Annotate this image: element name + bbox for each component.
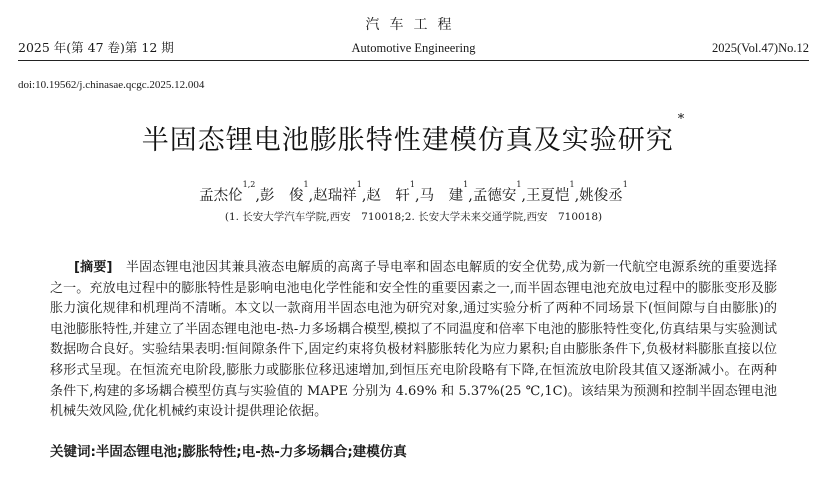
keywords (50, 440, 777, 460)
abstract-label: [摘要] (74, 260, 113, 275)
abstract (50, 258, 777, 423)
author: 赵 轩$^1$ (366, 180, 416, 204)
paper-title-text: 半固态锂电池膨胀特性建模仿真及实验研究 (141, 125, 674, 156)
author: 孟德安$^1$ (472, 180, 522, 204)
journal-name-en: Automotive Engineering (351, 41, 476, 55)
abstract-text: 半固态锂电池因其兼具液态电解质的高离子导电率和固态电解质的安全优势,成为新一代航空电源系统的重要选择之一。充放电过程中的膨胀特性是影响电池电化学性能和安全性的重要因素之一,而半固态锂电池充放电过程中的膨胀变形及膨胀力演化规律和机理尚不清晰。本文以一款商用半固态电池为研究对象,通过实验分析了两种不同场景下(恒间隙与自由膨胀)的电池膨胀特性,并建立了半固态锂电池电-热-力多场耦合模型,模拟了不同温度和倍率下电池的膨胀特性变化,仿真结果与实验测试数据吻合良好。实验结果表明:恒间隙条件下,固定约束将负极材料膨胀转化为应力累积;自由膨胀条件下,负极材料膨胀直接以位移形式呈现。在恒流充电阶段,膨胀力或膨胀位移迅速增加,到恒压充电阶段略有下降,在恒流放电阶段其值又逐渐减小。在两种条件下,构建的多场耦合模型仿真与实验值的 MAPE 分别为 4.69% 和 5.37%(25 ℃,1C)。该结果为预测和控制半固态锂电池机械失效风险,优化机械约束设计提供理论依据。 (50, 260, 777, 420)
paper-title (0, 112, 827, 157)
title-footnote-marker: * (677, 112, 686, 127)
header-rule (18, 60, 809, 61)
author: 彭 俊$^1$ (260, 180, 309, 204)
affiliations: (1. 长安大学汽车学院,西安 710018;2. 长安大学未来交通学院,西安 710018) (224, 211, 603, 223)
author: 马 建$^1$ (419, 180, 469, 204)
author: 王夏恺$^1$ (526, 180, 575, 204)
keywords-text: 半固态锂电池;膨胀特性;电-热-力多场耦合;建模仿真 (95, 444, 407, 460)
author: 赵瑞祥$^1$ (313, 180, 362, 204)
doi[interactable]: doi:10.19562/j.chinasae.qcgc.2025.12.004 (18, 79, 205, 91)
issue-en: 2025(Vol.47)No.12 (712, 41, 809, 55)
author: 孟杰伦$^{1,2}$ (199, 180, 256, 204)
author: 姚俊丞$^1$ (579, 180, 628, 204)
journal-name-cn: 汽车工程 (365, 17, 462, 33)
author-list: 孟杰伦$^{1,2}$,彭 俊$^1$,赵瑞祥$^1$,赵 轩$^1$,马 建$^1$,孟德安$^1$,王夏恺$^1$,姚俊丞$^1$ (199, 180, 628, 204)
keywords-label: 关键词: (50, 444, 96, 460)
issue-cn: 2025 年(第 47 卷)第 12 期 (18, 40, 174, 55)
